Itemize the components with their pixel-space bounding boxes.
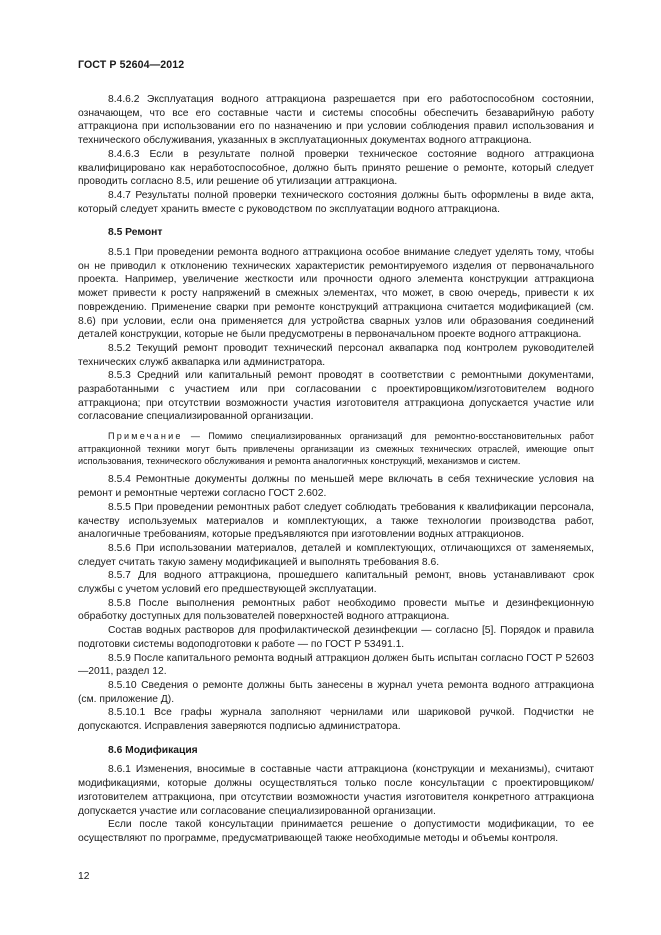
- page-number: 12: [78, 871, 90, 882]
- section-heading-8-5: 8.5 Ремонт: [108, 227, 163, 239]
- paragraph-8-4-6-2: 8.4.6.2 Эксплуатация водного аттракциона разрешается при его работоспособном состоянии, означающем, что все его составные части и системы способны обеспечить безаварийную работу аттракциона при использовании его по назначению и при условии соблюдения правил использования и технического обслуживания, указанных в эксплуатационных документах водного аттракциона.: [78, 94, 594, 147]
- paragraph-8-5-10-1: 8.5.10.1 Все графы журнала заполняют чернилами или шариковой ручкой. Подчистки не допускаются. Исправления заверяются подписью администратора.: [78, 707, 594, 733]
- paragraph-composition: Состав водных растворов для профилактической дезинфекции — согласно [5]. Порядок и правила подготовки системы водоподготовки к работе — по ГОСТ Р 53491.1.: [78, 625, 594, 650]
- document-header: ГОСТ Р 52604—2012: [78, 59, 185, 71]
- note-text: — Помимо специализированных организаций для ремонтно-восстановительных работ аттракционной техники могут быть привлечены организации из смежных технических отраслей, имеющие опыт использования, технического обслуживания и ремонта аналогичных конструкций, механизмов и систем.: [78, 431, 594, 466]
- paragraph-8-5-9: 8.5.9 После капитального ремонта водный аттракцион должен быть испытан согласно ГОСТ Р 52603—2011, раздел 12.: [78, 652, 594, 678]
- paragraph-8-5-1: 8.5.1 При проведении ремонта водного аттракциона особое внимание следует уделять тому, чтобы он не приводил к отклонению технических характеристик ремонтируемого изделия от первоначального проекта. Например, увеличение жесткости или прочности одного элемента конструкции аттракциона может привести к росту напряжений в смежных элементах, что может, в свою очередь, привести к их повреждению. Применение сварки при ремонте конструкций аттракциона считается модификацией (см. 8.6) при условии, если она применяется для устройства сварных узлов или образования соединений деталей конструкции, которые не были предусмотрены в первоначальном проекте водного аттракциона.: [78, 247, 594, 341]
- paragraph-consult: Если после такой консультации принимается решение о допустимости модификации, то ее осуществляют по программе, предусматривающей также необходимые методы и объемы контроля.: [78, 819, 594, 844]
- paragraph-8-5-5: 8.5.5 При проведении ремонтных работ следует соблюдать требования к квалификации персонала, качеству используемых материалов и комплектующих, а также технологии производства работ, аналогичные требованиям, которые предъявляются при изготовлении водных аттракционов.: [78, 501, 594, 541]
- paragraph-8-4-6-3: 8.4.6.3 Если в результате полной проверки техническое состояние водного аттракциона квалифицировано как неработоспособное, должно быть принято решение о ремонте, который следует проводить согласно 8.5, или решение об утилизации аттракциона.: [78, 148, 594, 188]
- paragraph-8-4-7: 8.4.7 Результаты полной проверки технического состояния должны быть оформлены в виде акта, который следует хранить вместе с руководством по эксплуатации водного аттракциона.: [78, 189, 594, 215]
- note: [78, 430, 594, 467]
- paragraph-8-5-3: 8.5.3 Средний или капитальный ремонт проводят в соответствии с ремонтными документами, разработанными с участием или при согласовании с проектировщиком/изготовителем водного аттракциона; при отсутствии возможности участия изготовителя аттракциона допускается участие или согласование специализированной организации.: [78, 370, 594, 423]
- paragraph-8-5-7: 8.5.7 Для водного аттракциона, прошедшего капитальный ремонт, вновь устанавливают срок службы с учетом условий его предшествующей эксплуатации.: [78, 570, 594, 596]
- document-body: [78, 93, 594, 846]
- paragraph-8-6-1: 8.6.1 Изменения, вносимые в составные части аттракциона (конструкции и механизмы), считают модификациями, которые должны осуществляться только после консультации с проектировщиком/изготовителем аттракциона, при отсутствии возможности участия изготовителя конкретного аттракциона допускается участие или согласование специализированной организации.: [78, 764, 594, 817]
- note-label: Примечание: [108, 431, 183, 442]
- paragraph-8-5-6: 8.5.6 При использовании материалов, деталей и комплектующих, отличающихся от заменяемых, следует считать такую замену модификацией и выполнять требования 8.6.: [78, 542, 594, 568]
- section-heading-8-6: 8.6 Модификация: [108, 744, 198, 756]
- paragraph-8-5-2: 8.5.2 Текущий ремонт проводит технический персонал аквапарка под контролем руководителей технических служб аквапарка или администратора.: [78, 342, 594, 368]
- paragraph-8-5-4: 8.5.4 Ремонтные документы должны по меньшей мере включать в себя технические условия на ремонт и ремонтные чертежи согласно ГОСТ 2.602.: [78, 474, 594, 500]
- paragraph-8-5-8: 8.5.8 После выполнения ремонтных работ необходимо провести мытье и дезинфекционную обработку доступных для пользователей поверхностей водного аттракциона.: [78, 597, 594, 623]
- paragraph-8-5-10: 8.5.10 Сведения о ремонте должны быть занесены в журнал учета ремонта водного аттракциона (см. приложение Д).: [78, 679, 594, 705]
